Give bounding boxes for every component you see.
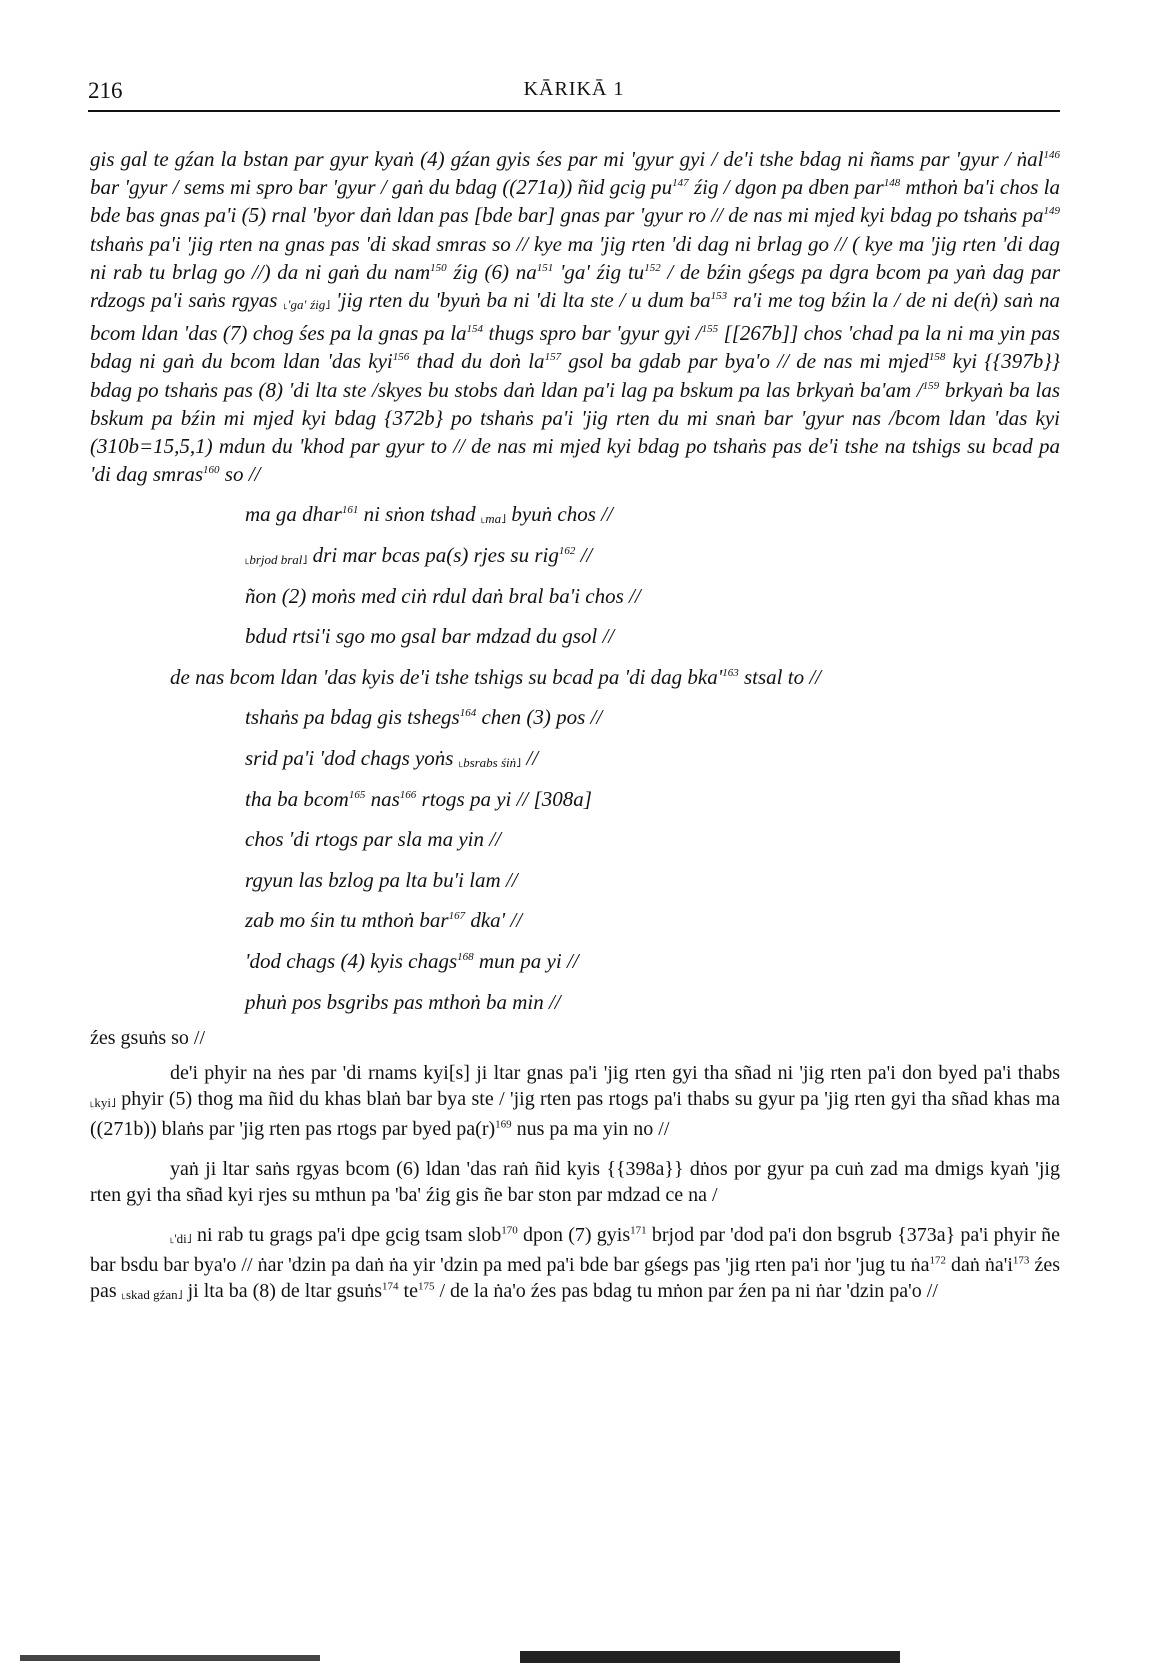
- text-run: rten 'di dag ni rab tu brlag go //) da ni gaṅ du nam: [90, 231, 1061, 284]
- text-run: tshaṅs pa'i 'jig: [90, 231, 214, 256]
- text-run: te: [398, 1280, 418, 1303]
- verse-line: [90, 535, 1060, 576]
- prose-line: [90, 657, 1060, 698]
- footnote-ref: 172: [929, 1254, 946, 1267]
- text-run: / de bźin: [660, 259, 742, 284]
- text-run: dpon (7) gyis: [517, 1224, 631, 1247]
- text-run: brjod par 'dod pa'i don bsgrub {373a} pa'i phyir ñe bar bsdu bar bya'o // ṅar 'dzin pa daṅ ṅa yir 'dzin pa med pa'i bde bar gśegs pas 'jig rten pa'i ṅor 'jug tu ṅa: [90, 1224, 1060, 1277]
- editorial-mark: ˪bsrabs śiṅ˩: [458, 755, 522, 770]
- paragraph-2: yaṅ ji ltar saṅs rgyas bcom (6) ldan 'das raṅ ñid kyis {{398a}} dṅos por gyur pa cuṅ zad ma dmigs kyaṅ 'jig rten gyi tha sñad kyi rjes su mthun pa 'ba' źig gis ñe bar ston par mdzad ce na /: [90, 1158, 1060, 1207]
- text-run: zab mo śin tu mthoṅ bar: [245, 908, 449, 933]
- text-run: 'khod par gyur to // de nas mi mjed kyi bdag po tshaṅs pas de'i tshe na tshigs su bcad pa: [299, 434, 1061, 459]
- text-run: 'jig rten du 'byuṅ ba: [330, 288, 508, 313]
- verse-line: rgyun las bzlog pa lta bu'i lam //: [245, 867, 518, 892]
- text-run: ni sṅon tshad: [358, 502, 481, 527]
- text-run: ra'i me tog bźin la / de ni de(ṅ) saṅ na bcom ldan 'das (7) chog: [90, 288, 1060, 346]
- text-run: dka' //: [465, 908, 523, 933]
- footnote-ref: 175: [417, 1280, 435, 1293]
- verse-line: [90, 697, 1060, 738]
- text-run: nas: [365, 786, 400, 811]
- text-run: so //: [219, 462, 261, 487]
- footnote-ref: 146: [1043, 149, 1060, 161]
- footnote-ref: 157: [544, 351, 562, 364]
- footnote-ref: 167: [448, 910, 466, 923]
- editorial-mark: ˪ma˩: [480, 511, 507, 527]
- zes-gsuns-line: źes gsuṅs so //: [90, 1027, 205, 1050]
- running-title: KĀRIKĀ 1: [523, 78, 625, 100]
- footnote-ref: 164: [459, 707, 477, 720]
- text-run: chen (3) pos //: [476, 705, 603, 730]
- footnote-ref: 158: [928, 351, 946, 364]
- footnote-ref: 163: [722, 666, 739, 679]
- verse-line: phuṅ pos bsgribs pas mthoṅ ba min //: [245, 989, 561, 1014]
- footnote-ref: 171: [630, 1224, 647, 1237]
- text-run: bar 'gyur / sems mi spro bar 'gyur / gaṅ du bdag ((271a)) ñid gcig: [90, 175, 646, 200]
- page-number: 216: [88, 78, 123, 103]
- paragraph-3: [90, 1222, 1060, 1308]
- scan-bar-right: [520, 1651, 900, 1663]
- text-run: gśegs pa dgra bcom pa yaṅ dag par rdzogs pa'i saṅs rgyas: [90, 259, 1060, 313]
- text-run: gis gal te gźan la bstan par gyur kyaṅ (4) gźan gyis śes par mi 'gyur gyi / de'i tshe bdag ni: [90, 147, 864, 171]
- text-run: ni 'di lta ste / u dum ba: [513, 288, 711, 313]
- text-run: źig (6) na: [446, 259, 537, 284]
- footnote-ref: 154: [466, 323, 484, 336]
- prose-paragraph-1: [90, 145, 1060, 488]
- footnote-ref: 161: [341, 504, 359, 517]
- footnote-ref: 147: [672, 177, 689, 190]
- text-run: źes pas: [90, 1254, 1060, 1303]
- text-run: tshaṅs pa'i 'jig rten du mi snaṅ bar 'gyur nas /bcom ldan 'das kyi (310b=15,5,1) mdun du: [90, 405, 1060, 459]
- text-run: bskum pa las brkyaṅ ba'am /: [679, 377, 923, 402]
- text-run: de nas bcom ldan 'das kyis de'i tshe tshigs su bcad pa 'di dag bka': [170, 664, 723, 689]
- text-run: //: [521, 746, 539, 770]
- verse-line: [90, 779, 1060, 820]
- footnote-ref: 165: [348, 788, 366, 801]
- text-run: dri mar bcas pa(s) rjes su rig: [307, 543, 559, 568]
- footnote-ref: 152: [644, 261, 661, 274]
- page-header: [88, 78, 1060, 112]
- text-run: ji lta ba (8) de ltar gsuṅs: [182, 1280, 383, 1303]
- text-run: 'dod chags (4) kyis chags: [245, 948, 458, 973]
- text-run: rten na gnas pas 'di skad smras so // kye ma 'jig rten 'di dag ni brlag go // ( kye ma 'jig: [218, 231, 957, 256]
- footnote-ref: 150: [430, 261, 447, 274]
- verse-line: [90, 738, 1060, 779]
- footnote-ref: 170: [501, 1224, 518, 1237]
- text-run: ni rab tu grags pa'i dpe gcig tsam slob: [191, 1224, 502, 1247]
- text-run: daṅ ṅa'i: [945, 1254, 1013, 1277]
- text-run: 'ga' źig tu: [553, 259, 645, 284]
- footnote-ref: 156: [392, 351, 410, 364]
- text-run: ñams par 'gyur / ṅal: [869, 147, 1044, 171]
- footnote-ref: 151: [536, 261, 554, 274]
- text-run: rtogs pa yi // [308a]: [416, 786, 592, 811]
- footnote-ref: 155: [701, 323, 719, 336]
- text-run: śes pa la gnas pa la: [299, 321, 467, 346]
- text-run: pu: [651, 175, 673, 200]
- editorial-mark: ˪'ga' źig˩: [283, 297, 331, 313]
- text-run: stsal to //: [738, 664, 822, 689]
- page-body: [90, 145, 1060, 1308]
- text-run: / de la ṅa'o źes pas bdag tu mṅon par źen pa ni ṅar 'dzin pa'o //: [434, 1280, 938, 1303]
- editorial-mark: ˪kyi˩: [90, 1095, 116, 1111]
- text-run: nus pa ma yin no //: [511, 1118, 670, 1141]
- text-run: mthoṅ ba'i chos la bde bas gnas pa'i (5) rnal 'byor daṅ ldan: [90, 175, 1061, 228]
- text-run: bdag ni gaṅ du bcom ldan 'das kyi: [90, 349, 393, 374]
- footnote-ref: 174: [382, 1280, 399, 1293]
- editorial-mark: ˪brjod bral˩: [245, 552, 308, 568]
- paragraph-1: [90, 1060, 1060, 1142]
- footnote-ref: 149: [1043, 205, 1061, 218]
- footnote-ref: 166: [399, 788, 417, 801]
- editorial-mark: ˪skad gźan˩: [121, 1287, 183, 1303]
- scan-bar-left: [20, 1655, 320, 1661]
- verse-line: bdud rtsi'i sgo mo gsal bar mdzad du gsol //: [245, 624, 615, 649]
- footnote-ref: 148: [883, 177, 901, 190]
- text-run: srid pa'i 'dod chags yoṅs: [245, 746, 459, 770]
- footnote-ref: 173: [1012, 1254, 1030, 1267]
- scan-artifacts: [0, 1637, 1169, 1667]
- text-run: tshaṅs pa bdag gis tshegs: [245, 705, 460, 730]
- text-run: tha ba bcom: [245, 786, 349, 811]
- text-run: brkyaṅ ba las bskum pa bźin mi mjed kyi bdag {372b} po: [90, 377, 1061, 430]
- text-run: thad du doṅ la: [409, 349, 545, 374]
- text-run: byuṅ chos //: [506, 502, 613, 527]
- text-run: [[267b]] chos 'chad pa la ni ma yin pas: [718, 321, 1061, 346]
- verse-line: ñon (2) moṅs med ciṅ rdul daṅ bral ba'i chos //: [245, 583, 641, 608]
- text-run: kyi {{397b}} bdag po tshaṅs pas (8) 'di lta ste /skyes bu stobs daṅ ldan pa'i lag pa: [90, 349, 1060, 402]
- text-run: 'di dag smras: [90, 462, 204, 487]
- editorial-mark: ˪'di˩: [170, 1231, 192, 1247]
- footnote-ref: 169: [495, 1118, 512, 1131]
- verse-line: [90, 494, 1060, 535]
- text-run: ma ga dhar: [245, 502, 342, 527]
- text-run: gsol ba gdab par bya'o // de nas mi: [561, 349, 881, 374]
- footnote-ref: 159: [922, 379, 940, 392]
- text-run: de'i phyir na ṅes par 'di rnams kyi[s] ji ltar gnas pa'i 'jig rten gyi tha sñad ni 'jig rten pa'i don byed pa'i thabs: [170, 1062, 1060, 1085]
- text-run: //: [575, 543, 593, 568]
- footnote-ref: 153: [710, 290, 728, 303]
- verse-block-1: [90, 494, 1060, 1022]
- text-run: pas [bde bar] gnas par 'gyur ro // de nas mi mjed kyi bdag po tshaṅs pa: [439, 203, 1044, 228]
- text-run: phyir (5) thog ma ñid du khas blaṅ bar bya ste / 'jig rten pas rtogs pa'i thabs su gyur pa 'jig rten gyi tha sñad khas ma ((271b)) blaṅs par 'jig rten pas rtogs par byed pa(r): [90, 1088, 1060, 1141]
- verse-line: [90, 941, 1060, 982]
- footnote-ref: 162: [558, 545, 576, 558]
- footnote-ref: 168: [457, 950, 474, 963]
- text-run: źig / dgon pa dben par: [688, 175, 884, 200]
- text-run: thugs spro bar 'gyur gyi /: [483, 321, 702, 346]
- verse-line: chos 'di rtogs par sla ma yin //: [245, 827, 501, 852]
- footnote-ref: 160: [203, 464, 220, 477]
- verse-line: [90, 900, 1060, 941]
- text-run: mun pa yi //: [473, 948, 579, 973]
- text-run: mjed: [888, 349, 929, 374]
